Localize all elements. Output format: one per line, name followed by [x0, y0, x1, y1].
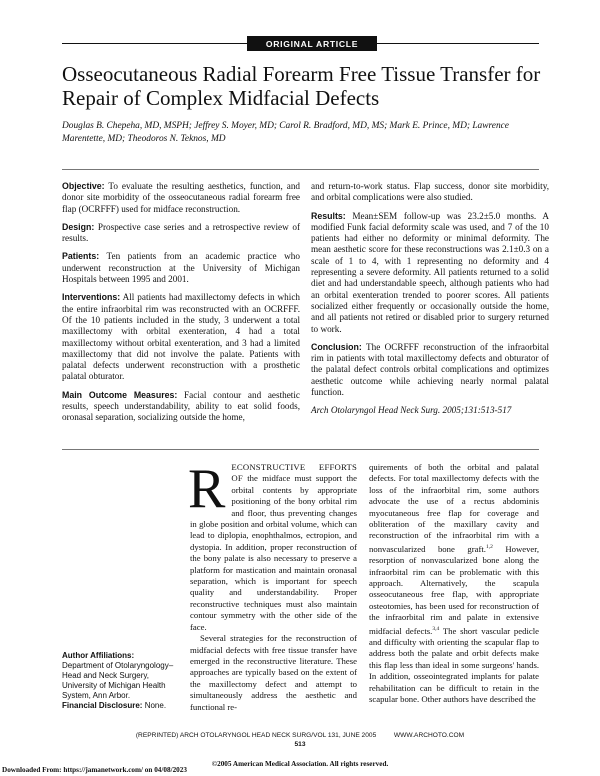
abstract-outcome-continued: and return-to-work status. Flap success, donor site morbidity, and orbital complications were also studied. [311, 181, 549, 203]
author-list: Douglas B. Chepeha, MD, MSPH; Jeffrey S. Moyer, MD; Carol R. Bradford, MD, MS; Mark E. Prince, MD; Lawrence Marentette, MD; Theodoros N. Teknos, MD [62, 121, 509, 144]
footer-journal-line [0, 732, 600, 739]
body-column-1 [188, 458, 357, 713]
citation: Arch Otolaryngol Head Neck Surg. 2005;131:513-517 [311, 405, 512, 416]
interventions-text: All patients had maxillectomy defects in which the entire infraorbital rim was reconstructed with an OCRFFF. Of the 10 patients included in the study, 3 underwent a total maxillectomy with orbital exenteration, 4 had a total maxillectomy without orbital exenteration, and 3 had a limited maxillectomy that did not involve the palate. Patients with palatal defects underwent reconstruction with a prosthetic palatal obturator. [62, 292, 300, 382]
body-col2-text-c: The short vascular pedicle and difficulty with orienting the scapular flap to address both the palate and orbit defects make this flap less than ideal in some surgeons' hands. In addition, osseointegrated implants for palate rehabilitation can be difficult to retain in the scapular bone. Other authors have described the [369, 625, 540, 704]
outcome-label: Main Outcome Measures: [62, 389, 178, 400]
body-paragraph-2: Several strategies for the reconstruction of midfacial defects with free tissue transfer have emerged in the reconstructive literature. These approaches are typically based on the extent of the maxillectomy defect and attempt to simultaneously address the aesthetic and functional re- [190, 633, 357, 712]
body-paragraph-3 [369, 462, 539, 705]
outcome-text: Facial contour and aesthetic results, speech understandability, ability to eat solid foods, oronasal separation, socializing outside the home, [62, 389, 300, 423]
abstract-objective [62, 181, 300, 215]
conclusion-text: The OCRFFF reconstruction of the infraorbital rim in patients with total maxillectomy defects and obturator of the palatal defect controls orbital complications and optimizes aesthetic outcome while achieving nearly normal palatal function. [311, 341, 549, 398]
body-paragraph-1 [188, 458, 357, 633]
journal-line: (REPRINTED) ARCH OTOLARYNGOL HEAD NECK SURG/VOL 131, JUNE 2005 [135, 732, 377, 739]
patients-text: Ten patients from an academic practice who underwent reconstruction at the University of Michigan Hospitals between 1995 and 2001. [62, 251, 300, 285]
reference-superscript: 3,4 [432, 625, 440, 632]
reference-superscript: 1,2 [485, 543, 493, 550]
body-col2-text-b: However, resorption of nonvascularized bone along the infraorbital rim can be problematic with this approach. Alternatively, the scapula osseocutaneous free flap, with appropriate osteotomies, has been used for reconstruction of the infraorbital rim and palate in extensive midfacial defects. [369, 543, 539, 636]
abstract-interventions [62, 292, 300, 382]
abstract-left-column [62, 181, 300, 431]
lead-in: ECONSTRUCTIVE EFFORTS OF [231, 462, 357, 484]
abstract-patients [62, 251, 300, 285]
design-text: Prospective case series and a retrospective review of results. [62, 221, 301, 244]
affiliations-text: Department of Otolaryngology–Head and Neck Surgery, University of Michigan Health System, Ann Arbor. [62, 661, 174, 700]
drop-cap: R [188, 458, 226, 520]
download-note: Downloaded From: https://jamanetwork.com/ on 04/08/2023 [2, 766, 187, 774]
abstract-top-rule [62, 169, 539, 170]
objective-label: Objective: [62, 181, 105, 191]
abstract-results [311, 211, 549, 335]
disclosure-text: None. [144, 701, 167, 710]
affiliations-label: Author Affiliations: [62, 651, 135, 660]
section-badge: ORIGINAL ARTICLE [247, 36, 377, 51]
results-label: Results: [311, 210, 346, 221]
abstract-outcome [62, 390, 300, 424]
conclusion-label: Conclusion: [311, 341, 362, 352]
article-title: Osseocutaneous Radial Forearm Free Tissue Transfer for Repair of Complex Midfacial Defects [62, 62, 541, 110]
body-paragraph-1-text: the midface must support the orbital contents by appropriate positioning of the bony orbital rim and floor, thus preventing changes in globe position and orbital volume, which can lead to diplopia, enophthalmos, ectropion, and dystopia. In addition, proper reconstruction of the bony palate is also necessary to preserve a platform for mastication and maintain oronasal separation, which is important for speech quality and understandability. Proper reconstructive techniques must also maintain contour symmetry with the other side of the face. [190, 473, 357, 632]
body-col2-text-a: quirements of both the orbital and palatal defects. For total maxillectomy defects with the loss of the infraorbital rim, some authors advocate the use of a rectus abdominis myocutaneous free flap for coverage and obliteration of the maxillary cavity and reconstruction of the infraorbital rim with a nonvascularized bone graft. [369, 462, 539, 554]
patients-label: Patients: [62, 251, 100, 262]
author-affiliations [62, 651, 180, 711]
body-column-2 [369, 462, 539, 705]
abstract-bottom-rule [62, 449, 539, 450]
abstract-right-column [311, 181, 549, 424]
objective-text: To evaluate the resulting aesthetics, function, and donor site morbidity of the osseocutaneous radial forearm free flap (OCRFFF) used for midface reconstruction. [62, 181, 301, 214]
website: WWW.ARCHOTO.COM [393, 732, 465, 739]
abstract-conclusion [311, 342, 549, 398]
copyright: ©2005 American Medical Association. All rights reserved. [211, 760, 389, 768]
interventions-label: Interventions: [62, 292, 121, 303]
abstract-design [62, 222, 300, 245]
design-label: Design: [62, 221, 95, 232]
page-number: 513 [294, 741, 306, 748]
disclosure-label: Financial Disclosure: [62, 701, 143, 710]
results-text: Mean±SEM follow-up was 23.2±5.0 months. A modified Funk facial deformity scale was used, and 7 of the 10 patients had either no deformity or minimal deformity. The mean aesthetic score for these reconstructions was 2.1±0.3 on a scale of 1 to 4, with 1 representing no deformity and 4 representing a severe deformity. All patients returned to a solid diet and had understandable speech, although patients who had an orbital exenteration trended to poorer scores. All patients socialized either frequently or occasionally outside the home, and all patients not retired or disabled prior to surgery returned to work. [311, 210, 549, 334]
